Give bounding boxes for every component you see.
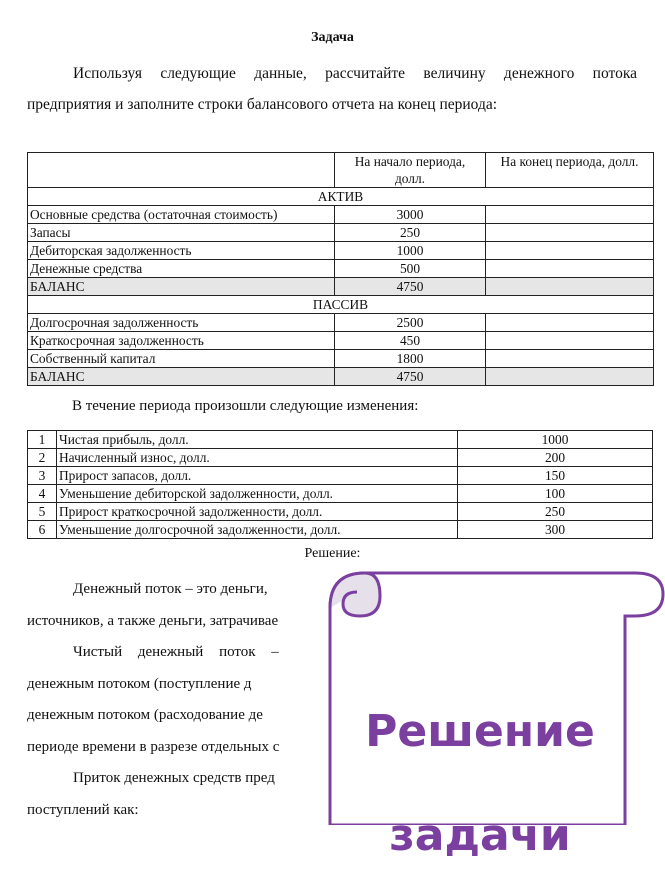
- table-row: [28, 242, 654, 260]
- table-cell: [486, 224, 654, 242]
- table-cell: [486, 206, 654, 224]
- table-cell: Начисленный износ, долл.: [57, 449, 458, 467]
- table-cell: 6: [28, 521, 57, 539]
- table-row: [28, 467, 653, 485]
- table-cell: [486, 332, 654, 350]
- table-cell: 3000: [335, 206, 486, 224]
- table-cell: 250: [335, 224, 486, 242]
- table-cell: [486, 350, 654, 368]
- table-cell: [28, 153, 335, 188]
- text-line: Приток денежных средств пред: [73, 770, 275, 786]
- table-cell: Уменьшение дебиторской задолженности, долл.: [57, 485, 458, 503]
- col-end-header: На конец периода, долл.: [486, 153, 654, 188]
- table-cell: БАЛАНС: [28, 368, 335, 386]
- text-line: источников, а также деньги, затрачивае: [27, 612, 279, 629]
- table-cell: 1: [28, 431, 57, 449]
- intro-paragraph: Используя следующие данные, рассчитайте величину денежного потока предприятия и заполните строки балансового отчета на конец периода:: [27, 65, 637, 113]
- text-line: денежным потоком (расходование де: [27, 707, 263, 723]
- table-row: [28, 485, 653, 503]
- table-cell: 100: [458, 485, 653, 503]
- table-row: [28, 503, 653, 521]
- liabilities-total-row: [28, 368, 654, 386]
- table-cell: 1000: [335, 242, 486, 260]
- text-line: поступлений как:: [27, 801, 139, 818]
- table-cell: 200: [458, 449, 653, 467]
- col-start-header: На начало периода, долл.: [335, 153, 486, 188]
- table-cell: 2500: [335, 314, 486, 332]
- table-cell: [486, 260, 654, 278]
- text-line: денежным потоком (поступление д: [27, 675, 252, 692]
- page-title: Задача: [311, 30, 354, 45]
- assets-header: АКТИВ: [28, 188, 654, 206]
- table-cell: 3: [28, 467, 57, 485]
- table-cell: Краткосрочная задолженность: [28, 332, 335, 350]
- table-cell: 450: [335, 332, 486, 350]
- table-cell: [486, 242, 654, 260]
- table-cell: БАЛАНС: [28, 278, 335, 296]
- table-cell: 5: [28, 503, 57, 521]
- table-row: [28, 449, 653, 467]
- table-cell: 4750: [335, 368, 486, 386]
- table-cell: 300: [458, 521, 653, 539]
- table-cell: Денежные средства: [28, 260, 335, 278]
- text-line: периоде времени в разрезе отдельных с: [27, 738, 280, 755]
- table-row: [28, 224, 654, 242]
- table-cell: Прирост запасов, долл.: [57, 467, 458, 485]
- table-cell: 4: [28, 485, 57, 503]
- assets-total-row: [28, 278, 654, 296]
- table-cell: Основные средства (остаточная стоимость): [28, 206, 335, 224]
- table-cell: Собственный капитал: [28, 350, 335, 368]
- table-cell: 2: [28, 449, 57, 467]
- table-row: [28, 206, 654, 224]
- table-cell: 500: [335, 260, 486, 278]
- changes-intro: В течение периода произошли следующие изменения:: [72, 398, 419, 414]
- table-cell: [486, 314, 654, 332]
- table-cell: 250: [458, 503, 653, 521]
- table-row: [28, 314, 654, 332]
- table-cell: Уменьшение долгосрочной задолженности, долл.: [57, 521, 458, 539]
- table-row: [28, 260, 654, 278]
- table-row: [28, 332, 654, 350]
- solution-header: Решение:: [304, 546, 361, 561]
- changes-table: [27, 430, 653, 539]
- balance-table: [27, 152, 654, 386]
- table-cell: [486, 368, 654, 386]
- table-row: [28, 431, 653, 449]
- table-row: [28, 350, 654, 368]
- table-cell: Прирост краткосрочной задолженности, долл.: [57, 503, 458, 521]
- scroll-banner-text: Решение задачи: [365, 706, 595, 861]
- table-cell: 4750: [335, 278, 486, 296]
- text-line: Денежный поток – это деньги,: [73, 581, 268, 597]
- table-cell: Долгосрочная задолженность: [28, 314, 335, 332]
- table-cell: Запасы: [28, 224, 335, 242]
- table-cell: Чистая прибыль, долл.: [57, 431, 458, 449]
- table-cell: [486, 278, 654, 296]
- table-row: [28, 521, 653, 539]
- table-cell: 1800: [335, 350, 486, 368]
- table-cell: 1000: [458, 431, 653, 449]
- table-cell: Дебиторская задолженность: [28, 242, 335, 260]
- text-line: Чистый денежный поток –: [73, 644, 279, 660]
- table-cell: 150: [458, 467, 653, 485]
- liabilities-header: ПАССИВ: [28, 296, 654, 314]
